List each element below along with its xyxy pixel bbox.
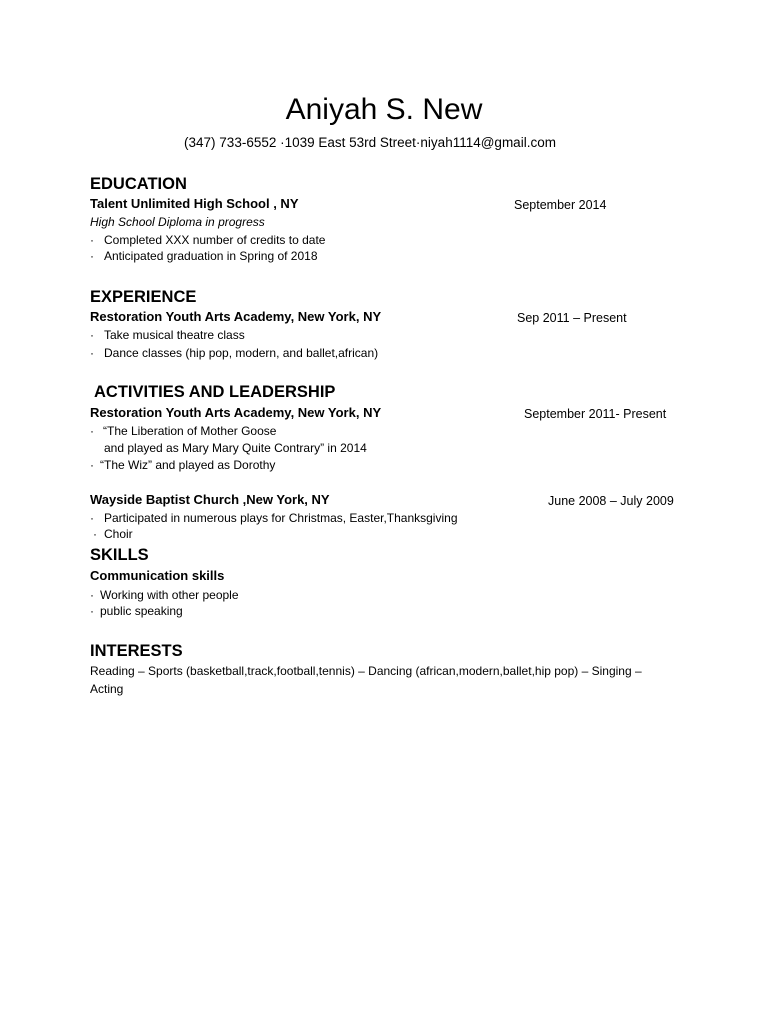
bullet-glyph: · [93, 527, 97, 541]
experience-org: Restoration Youth Arts Academy, New York, NY [90, 309, 382, 324]
education-degree: High School Diploma in progress [90, 215, 265, 229]
education-bullet-2: Anticipated graduation in Spring of 2018 [104, 249, 318, 263]
bullet-glyph: · [90, 424, 94, 438]
experience-bullet-2: Dance classes (hip pop, modern, and ballet,african) [104, 346, 379, 360]
resume-name: Aniyah S. New [285, 93, 483, 126]
activities-bullet-1: Participated in numerous plays for Christmas, Easter,Thanksgiving [104, 511, 458, 525]
experience-bullet-1: Take musical theatre class [104, 328, 245, 342]
skills-bullet-2: public speaking [100, 604, 183, 618]
interests-heading: INTERESTS [90, 642, 183, 660]
skills-subheading: Communication skills [90, 568, 225, 583]
bullet-glyph: · [90, 346, 94, 360]
education-heading: EDUCATION [90, 175, 187, 193]
bullet-glyph: · [90, 458, 94, 472]
experience-heading: EXPERIENCE [90, 288, 197, 306]
activities-line-3: “The Wiz” and played as Dorothy [100, 458, 276, 472]
activities-line-2: and played as Mary Mary Quite Contrary” in 2014 [104, 441, 367, 455]
bullet-glyph: · [90, 233, 94, 247]
bullet-glyph: · [90, 511, 94, 525]
activities-org-2: Wayside Baptist Church ,New York, NY [90, 492, 330, 507]
contact-line: (347) 733-6552 ·1039 East 53rd Street·niyah1114@gmail.com [184, 135, 556, 150]
experience-date: Sep 2011 – Present [517, 311, 627, 325]
activities-line-1: “The Liberation of Mother Goose [103, 424, 277, 438]
skills-bullet-1: Working with other people [100, 588, 239, 602]
education-bullet-1: Completed XXX number of credits to date [104, 233, 326, 247]
education-date: September 2014 [514, 198, 607, 212]
education-school: Talent Unlimited High School , NY [90, 196, 299, 211]
interests-line-1: Reading – Sports (basketball,track,football,tennis) – Dancing (african,modern,ballet,hip pop) – Singing – [90, 664, 642, 678]
skills-heading: SKILLS [90, 546, 149, 564]
activities-heading: ACTIVITIES AND LEADERSHIP [94, 383, 336, 401]
bullet-glyph: · [90, 249, 94, 263]
activities-bullet-2: Choir [104, 527, 133, 541]
interests-line-2: Acting [90, 682, 124, 696]
activities-date-1: September 2011- Present [524, 407, 667, 421]
bullet-glyph: · [90, 588, 94, 602]
activities-org-1: Restoration Youth Arts Academy, New York, NY [90, 405, 382, 420]
bullet-glyph: · [90, 604, 94, 618]
bullet-glyph: · [90, 328, 94, 342]
activities-date-2: June 2008 – July 2009 [548, 494, 674, 508]
